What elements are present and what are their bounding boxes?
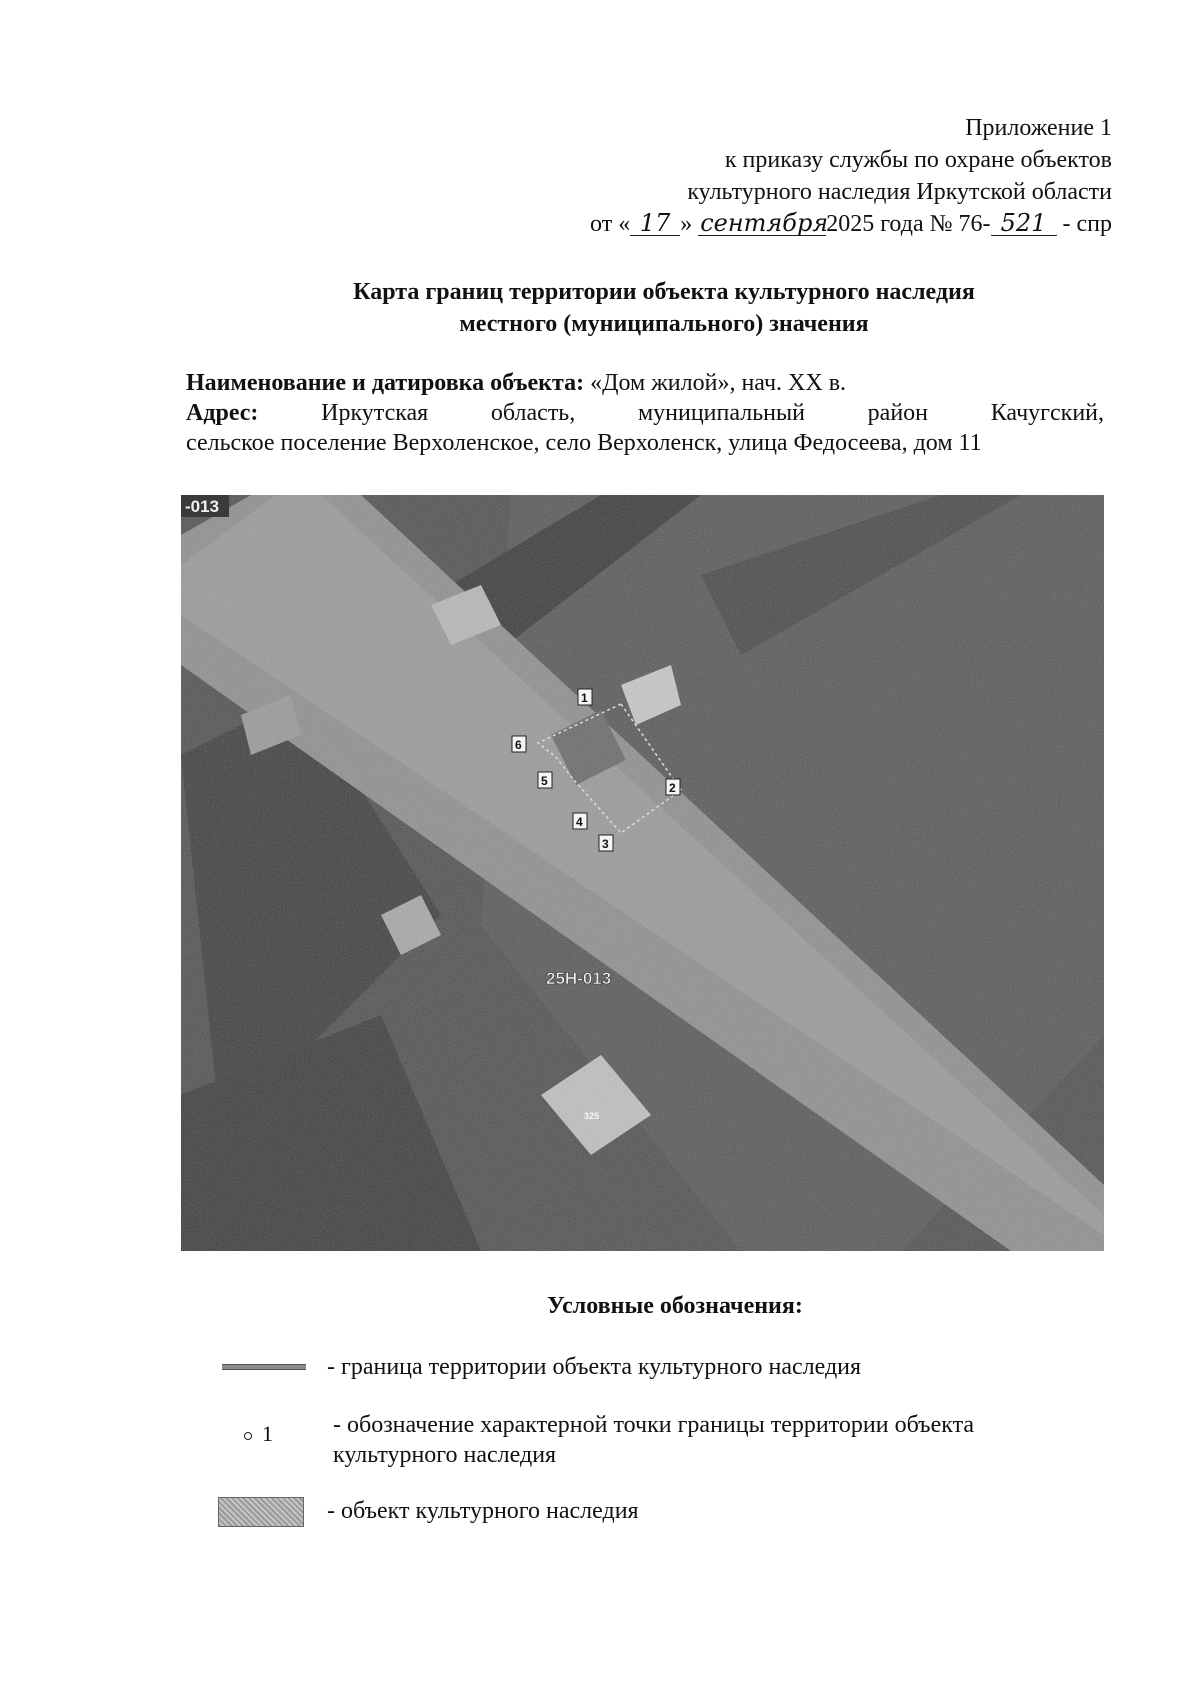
legend-object-swatch — [218, 1497, 304, 1527]
legend-boundary-text: - граница территории объекта культурного наследия — [327, 1354, 862, 1380]
handwritten-order-number: 521 — [991, 211, 1057, 236]
document-title — [188, 276, 1140, 340]
date-year-text: 2025 года № 76- — [826, 211, 991, 237]
legend-boundary-symbol — [222, 1364, 306, 1370]
title-line-1: Карта границ территории объекта культурного наследия — [353, 279, 975, 305]
map-svg — [181, 495, 1104, 1251]
appendix-line-1: Приложение 1 — [965, 115, 1112, 141]
address-line-2: сельское поселение Верхоленское, село Верхоленск, улица Федосеева, дом 11 — [186, 430, 982, 456]
legend-point-line-1: - обозначение характерной точки границы территории объекта — [333, 1412, 975, 1438]
object-name-value: «Дом жилой», нач. XX в. — [590, 370, 847, 396]
date-mid: » — [680, 211, 693, 237]
object-name-label: Наименование и датировка объекта: — [186, 370, 585, 396]
boundary-point-3 — [599, 835, 613, 851]
svg-text:-013: -013 — [185, 497, 220, 516]
svg-text:6: 6 — [515, 738, 522, 752]
appendix-line-3: культурного наследия Иркутской области — [687, 179, 1112, 205]
legend-point-text — [333, 1410, 974, 1470]
object-info — [186, 368, 1104, 458]
object-name-row — [186, 368, 1104, 398]
address-label: Адрес: — [186, 400, 259, 426]
svg-text:2: 2 — [669, 781, 676, 795]
boundary-point-1 — [578, 689, 592, 705]
boundary-point-2 — [666, 779, 680, 795]
date-prefix: от « — [590, 211, 631, 237]
title-line-2: местного (муниципального) значения — [459, 311, 869, 337]
boundary-point-5 — [538, 772, 552, 788]
boundary-point-6 — [512, 736, 526, 752]
road-label-top — [181, 495, 229, 517]
appendix-date-line — [590, 208, 1112, 240]
address-row — [186, 398, 1104, 428]
legend-point-number: 1 — [262, 1421, 273, 1446]
handwritten-day: 17 — [630, 211, 680, 236]
legend-object-text: - объект культурного наследия — [327, 1498, 639, 1524]
svg-text:3: 3 — [602, 837, 609, 851]
appendix-block — [590, 112, 1112, 240]
point-dot-icon — [244, 1432, 252, 1440]
handwritten-month: сентября — [700, 209, 829, 237]
boundary-point-4 — [573, 813, 587, 829]
legend-point-symbol — [244, 1420, 273, 1448]
satellite-map — [181, 495, 1104, 1251]
svg-text:5: 5 — [541, 774, 548, 788]
legend-title: Условные обозначения: — [547, 1293, 803, 1319]
legend-point-line-2: культурного наследия — [333, 1442, 557, 1468]
building-label: 325 — [584, 1111, 600, 1121]
address-line-1: Иркутская область, муниципальный район Качугский, — [321, 400, 1105, 426]
order-suffix: - спр — [1062, 211, 1112, 237]
grain-overlay — [181, 495, 1104, 1251]
road-label-center: 25Н-013 — [546, 969, 612, 988]
svg-text:1: 1 — [581, 691, 588, 705]
svg-text:4: 4 — [576, 815, 583, 829]
appendix-line-2: к приказу службы по охране объектов — [724, 147, 1112, 173]
